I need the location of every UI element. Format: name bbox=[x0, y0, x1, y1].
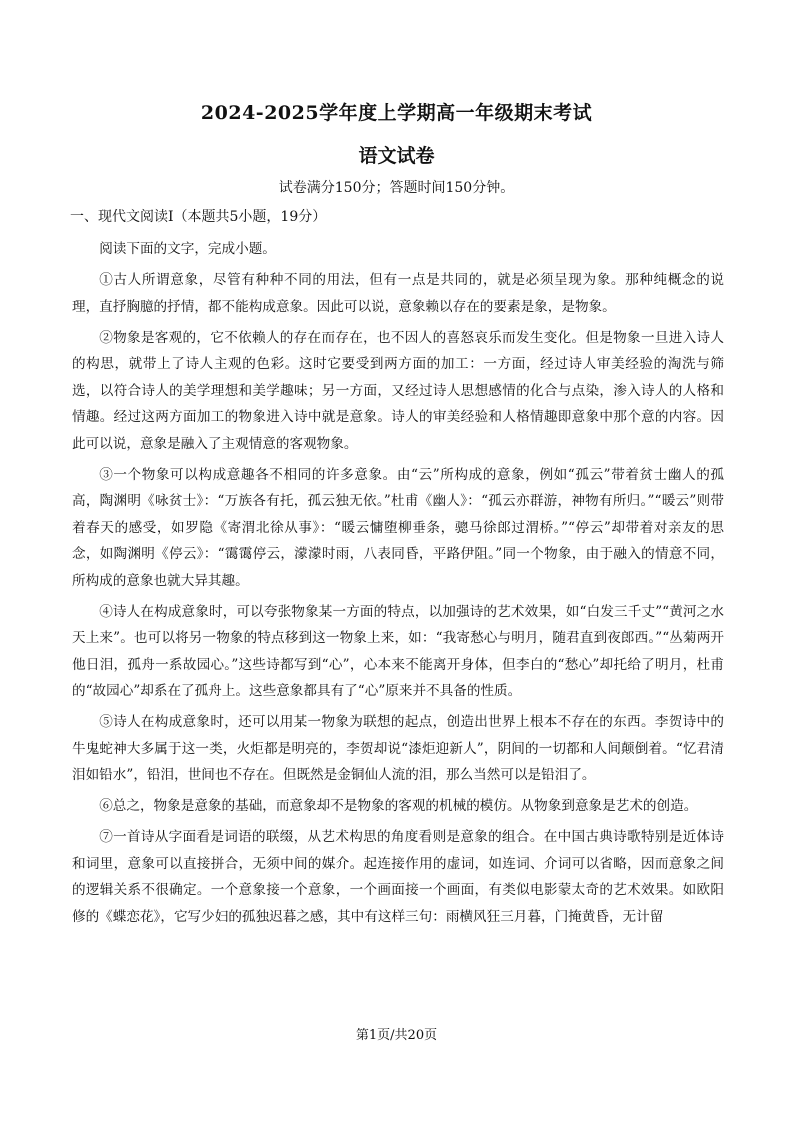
paragraph-7: ⑦一首诗从字面看是词语的联缀，从艺术构思的角度看则是意象的组合。在中国古典诗歌特别是近体诗和词里，意象可以直接拼合，无须中间的媒介。起连接作用的虚词，如连词、介词可以省略，因而意象之间的逻辑关系不很确定。一个意象接一个意象，一个画面接一个画面，有类似电影蒙太奇的艺术效果。如欧阳修的《蝶恋花》，它写少妇的孤独迟暮之感，其中有这样三句：雨横风狂三月暮，门掩黄昏，无计留 bbox=[72, 829, 724, 925]
subject-title: 语文试卷 bbox=[358, 145, 435, 167]
paragraph-1: ①古人所谓意象，尽管有种种不同的用法，但有一点是共同的，就是必须呈现为象。那种纯概念的说理，直抒胸臆的抒情，都不能构成意象。因此可以说，意象赖以存在的要素是象，是物象。 bbox=[72, 272, 724, 315]
paragraph-6: ⑥总之，物象是意象的基础，而意象却不是物象的客观的机械的模仿。从物象到意象是艺术的创造。 bbox=[99, 798, 698, 814]
paragraph-4: ④诗人在构成意象时，可以夸张物象某一方面的特点，以加强诗的艺术效果，如“白发三千丈”“黄河之水天上来”。也可以将另一物象的特点移到这一物象上来，如：“我寄愁心与明月，随君直到夜郎西。”“丛菊两开他日泪，孤舟一系故园心。”这些诗都写到“心”，心本来不能离开身体，但李白的“愁心”却托给了明月，杜甫的“故园心”却系在了孤舟上。这些意象都具有了“心”原来并不具备的性质。 bbox=[72, 603, 724, 699]
section-heading: 一、现代文阅读Ⅰ（本题共5小题，19分） bbox=[70, 209, 327, 225]
reading-passage bbox=[72, 236, 724, 935]
paragraph-3: ③一个物象可以构成意趣各不相同的许多意象。由“云”所构成的意象，例如“孤云”带着贫士幽人的孤高，陶渊明《咏贫士》：“万族各有托，孤云独无依。”杜甫《幽人》：“孤云亦群游，神物有所归。”“暖云”则带着春天的感受，如罗隐《寄渭北徐从事》：“暖云慵堕柳垂条，骢马徐郎过渭桥。”“停云”却带着对亲友的思念，如陶渊明《停云》：“霭霭停云，濛濛时雨，八表同昏，平路伊阻。”同一个物象，由于融入的情意不同，所构成的意象也就大异其趣。 bbox=[72, 466, 724, 589]
exam-info: 试卷满分150分；答题时间150分钟。 bbox=[278, 180, 515, 196]
page-number: 第1页/共20页 bbox=[355, 1028, 438, 1043]
paragraph-2: ②物象是客观的，它不依赖人的存在而存在，也不因人的喜怒哀乐而发生变化。但是物象一旦进入诗人的构思，就带上了诗人主观的色彩。这时它要受到两方面的加工：一方面，经过诗人审美经验的淘洗与筛选，以符合诗人的美学理想和美学趣味；另一方面，又经过诗人思想感情的化合与点染，渗入诗人的人格和情趣。经过这两方面加工的物象进入诗中就是意象。诗人的审美经验和人格情趣即意象中那个意的内容。因此可以说，意象是融入了主观情意的客观物象。 bbox=[72, 329, 724, 452]
reading-instruction: 阅读下面的文字，完成小题。 bbox=[99, 241, 276, 257]
paragraph-5: ⑤诗人在构成意象时，还可以用某一物象为联想的起点，创造出世界上根本不存在的东西。李贺诗中的牛鬼蛇神大多属于这一类，火炬都是明亮的，李贺却说“漆炬迎新人”，阴间的一切都和人间颠倒着。“忆君清泪如铅水”，铅泪，世间也不存在。但既然是金铜仙人流的泪，那么当然可以是铅泪了。 bbox=[72, 714, 724, 783]
exam-title: 2024-2025学年度上学期高一年级期末考试 bbox=[200, 102, 593, 124]
